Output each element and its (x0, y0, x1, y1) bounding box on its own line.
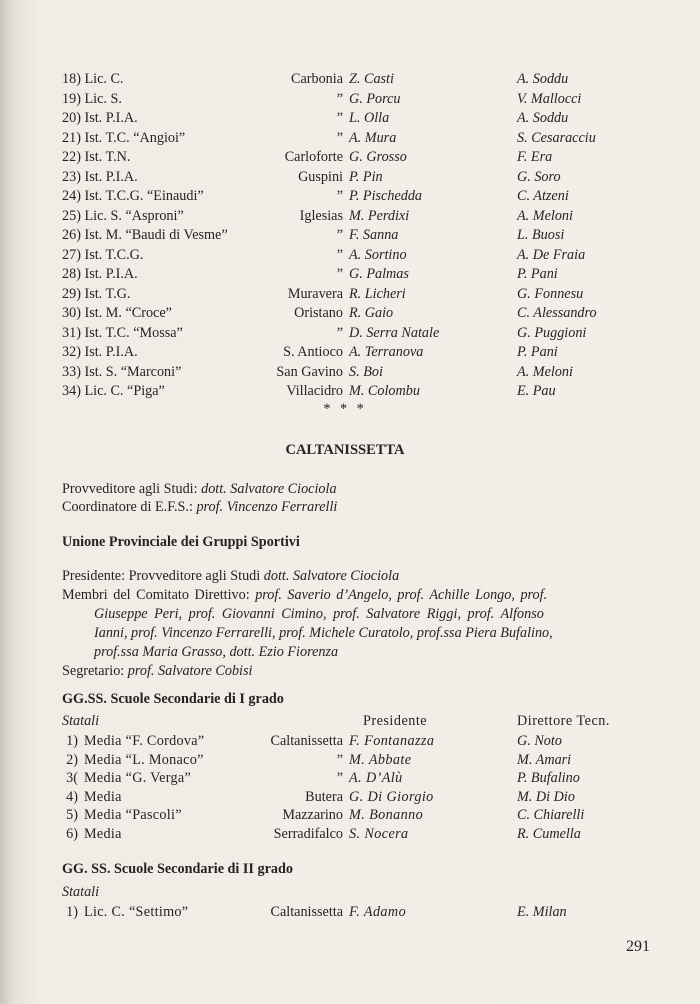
table-row (0, 825, 700, 844)
table-row (0, 207, 700, 227)
director-cell: A. Meloni (517, 363, 573, 380)
school-name: Media (84, 825, 122, 842)
row-number: 21) (62, 129, 81, 146)
membri-line: Ianni, prof. Vincenzo Ferrarelli, prof. Michele Curatolo, prof.ssa Piera Bufalino, (94, 625, 553, 641)
school-name: Lic. S. “Asproni” (84, 207, 184, 224)
president-cell: A. Sortino (349, 246, 407, 263)
city-cell: ” (336, 770, 343, 787)
city-cell: ” (336, 110, 343, 126)
school-name: Ist. T.C. “Mossa” (84, 324, 183, 341)
column-header-direttore: Direttore Tecn. (517, 713, 610, 729)
province-title: CALTANISSETTA (285, 442, 405, 458)
presidente-value: dott. Salvatore Ciociola (263, 568, 400, 584)
table-row (0, 70, 700, 90)
city-cell: San Gavino (276, 363, 343, 380)
school-cell (62, 324, 183, 344)
row-number: 22) (62, 149, 81, 165)
unione-segretario (62, 663, 252, 680)
president-cell: S. Nocera (349, 825, 409, 842)
school-name: Ist. P.I.A. (84, 266, 138, 282)
table-row (0, 285, 700, 305)
director-cell: F. Era (517, 149, 553, 165)
row-number: 27) (62, 246, 81, 263)
city-cell: Villacidro (286, 383, 343, 399)
president-cell: L. Olla (349, 110, 390, 126)
provveditore-label: Provveditore agli Studi: (62, 481, 198, 497)
membri-line: prof.ssa Maria Grasso, dott. Ezio Fiorenza (94, 644, 339, 660)
table-row (0, 324, 700, 344)
school-cell (62, 382, 165, 402)
director-cell: A. De Fraia (517, 246, 586, 263)
row-number: 6) (66, 825, 78, 842)
city-cell: ” (336, 188, 343, 204)
table-row (0, 109, 700, 129)
director-cell: G. Soro (517, 168, 561, 185)
row-number: 31) (62, 324, 81, 341)
president-cell: M. Colombu (349, 383, 420, 399)
president-cell: F. Adamo (349, 904, 407, 920)
school-name: Ist. T.C.G. “Einaudi” (84, 188, 204, 204)
row-number: 32) (62, 344, 81, 360)
row-number: 29) (62, 285, 81, 302)
table-row (0, 382, 700, 402)
row-number: 34) (62, 383, 81, 399)
city-cell: Caltanissetta (270, 733, 343, 749)
director-cell: M. Amari (517, 751, 572, 768)
director-cell: E. Milan (517, 904, 567, 920)
director-cell: C. Chiarelli (517, 807, 585, 824)
school-name: Lic. S. (84, 90, 122, 107)
president-cell: P. Pischedda (349, 188, 423, 204)
membri-line: prof. Saverio d’Angelo, prof. Achille Longo, prof. (255, 587, 548, 603)
school-name: Ist. M. “Croce” (84, 305, 172, 321)
school-name: Ist. P.I.A. (84, 344, 138, 360)
membri-label: Membri del Comitato Direttivo: (62, 587, 250, 603)
president-cell: D. Serra Natale (349, 324, 440, 341)
coordinatore-value: prof. Vincenzo Ferrarelli (196, 499, 338, 515)
membri-line: Giuseppe Peri, prof. Giovanni Cimino, prof. Salvatore Riggi, prof. Alfonso (94, 606, 544, 622)
director-cell: R. Cumella (517, 825, 581, 842)
row-number: 1) (66, 904, 78, 920)
grado1-heading: GG.SS. Scuole Secondarie di I grado (62, 691, 284, 707)
school-cell (62, 148, 130, 168)
president-cell: Z. Casti (349, 71, 394, 87)
row-number: 4) (66, 788, 78, 805)
table-row (0, 226, 700, 246)
table-row (0, 148, 700, 168)
grado1-subheading: Statali (62, 713, 100, 729)
school-list-continued (0, 70, 700, 402)
row-number: 1) (66, 733, 78, 749)
table-row (0, 90, 700, 110)
row-number: 24) (62, 188, 81, 204)
president-cell: R. Licheri (349, 285, 406, 302)
school-name: Ist. P.I.A. (84, 168, 138, 185)
grado1-table (0, 732, 700, 844)
director-cell: G. Puggioni (517, 324, 587, 341)
director-cell: G. Fonnesu (517, 285, 584, 302)
city-cell: Caltanissetta (270, 904, 343, 920)
director-cell: P. Bufalino (517, 770, 580, 787)
school-name: Ist. T.N. (84, 149, 131, 165)
school-cell (62, 226, 228, 246)
city-cell: Oristano (294, 305, 343, 321)
president-cell: F. Fontanazza (349, 733, 435, 749)
coordinatore-line (62, 499, 337, 516)
city-cell: ” (336, 324, 343, 341)
school-name: Ist. T.C. “Angioi” (84, 129, 186, 146)
school-name: Media “F. Cordova” (84, 733, 205, 749)
row-number: 23) (62, 168, 81, 185)
president-cell: G. Palmas (349, 266, 409, 282)
section-separator: * * * (323, 401, 367, 417)
row-number: 19) (62, 90, 81, 107)
grado2-subheading: Statali (62, 884, 100, 900)
presidente-label: Presidente: Provveditore agli Studi (62, 568, 261, 584)
president-cell: A. Mura (349, 129, 397, 146)
school-name: Ist. M. “Baudi di Vesme” (84, 227, 228, 243)
table-row (0, 903, 700, 922)
city-cell: ” (336, 266, 343, 282)
school-name: Ist. T.G. (84, 285, 131, 302)
president-cell: A. Terranova (349, 344, 424, 360)
table-row (0, 304, 700, 324)
city-cell: Muravera (287, 285, 343, 302)
president-cell: R. Gaio (349, 305, 394, 321)
table-row (0, 769, 700, 788)
school-cell (62, 343, 138, 363)
row-number: 2) (66, 751, 78, 768)
table-row (0, 732, 700, 751)
coordinatore-label: Coordinatore di E.F.S.: (62, 499, 193, 515)
director-cell: A. Soddu (517, 71, 569, 87)
column-header-presidente: Presidente (363, 713, 428, 729)
city-cell: ” (336, 227, 343, 243)
school-cell (62, 265, 138, 285)
grado2-heading: GG. SS. Scuole Secondarie di II grado (62, 861, 293, 877)
row-number: 25) (62, 207, 81, 224)
city-cell: ” (336, 129, 343, 146)
table-row (0, 363, 700, 383)
president-cell: M. Bonanno (349, 807, 424, 824)
director-cell: A. Meloni (517, 207, 573, 224)
school-cell (62, 109, 138, 129)
city-cell: Serradifalco (273, 825, 343, 842)
city-cell: S. Antioco (283, 344, 343, 360)
school-name: Ist. T.C.G. (84, 246, 144, 263)
school-name: Media (84, 788, 122, 805)
table-row (0, 187, 700, 207)
unione-heading: Unione Provinciale dei Gruppi Sportivi (62, 534, 300, 550)
segretario-label: Segretario: (62, 663, 125, 679)
row-number: 20) (62, 110, 81, 126)
school-name: Media “G. Verga” (84, 770, 192, 787)
school-cell (62, 168, 138, 188)
president-cell: G. Porcu (349, 90, 401, 107)
row-number: 28) (62, 266, 81, 282)
director-cell: P. Pani (517, 344, 558, 360)
school-cell (62, 304, 172, 324)
school-cell (62, 70, 123, 90)
grado2-table (0, 903, 700, 922)
unione-presidente (62, 568, 399, 585)
segretario-value: prof. Salvatore Cobisi (127, 663, 253, 679)
city-cell: Butera (305, 788, 343, 805)
row-number: 26) (62, 227, 81, 243)
row-number: 30) (62, 305, 81, 321)
school-cell (62, 90, 122, 110)
row-number: 5) (66, 807, 78, 824)
president-cell: M. Abbate (349, 751, 412, 768)
director-cell: V. Mallocci (517, 90, 582, 107)
director-cell: C. Atzeni (517, 188, 569, 204)
table-row (0, 168, 700, 188)
school-name: Ist. P.I.A. (84, 110, 138, 126)
school-cell (62, 129, 185, 149)
school-name: Lic. C. “Settimo” (84, 904, 189, 920)
school-name: Lic. C. “Piga” (84, 383, 165, 399)
provveditore-value: dott. Salvatore Ciociola (201, 481, 337, 497)
president-cell: S. Boi (349, 363, 383, 380)
city-cell: Iglesias (299, 207, 343, 224)
president-cell: G. Grosso (349, 149, 407, 165)
table-row (0, 806, 700, 825)
school-name: Media “L. Monaco” (84, 751, 204, 768)
page-number: 291 (626, 938, 650, 955)
director-cell: G. Noto (517, 733, 562, 749)
school-name: Media “Pascoli” (84, 807, 182, 824)
table-row (0, 246, 700, 266)
table-row (0, 343, 700, 363)
table-row (0, 788, 700, 807)
director-cell: M. Di Dio (517, 788, 575, 805)
school-name: Ist. S. “Marconi” (84, 363, 182, 380)
director-cell: S. Cesaracciu (517, 129, 596, 146)
table-row (0, 751, 700, 770)
city-cell: Carloforte (284, 149, 343, 165)
city-cell: ” (336, 90, 343, 107)
director-cell: L. Buosi (517, 227, 565, 243)
provveditore-line (62, 481, 337, 498)
president-cell: P. Pin (349, 168, 383, 185)
city-cell: Guspini (298, 168, 343, 185)
president-cell: G. Di Giorgio (349, 788, 434, 805)
director-cell: C. Alessandro (517, 305, 597, 321)
director-cell: P. Pani (517, 266, 558, 282)
row-number: 3( (66, 770, 78, 787)
unione-membri (62, 587, 547, 604)
row-number: 33) (62, 363, 81, 380)
city-cell: ” (336, 751, 343, 768)
table-row (0, 265, 700, 285)
table-row (0, 129, 700, 149)
school-cell (62, 285, 130, 305)
president-cell: A. D’Alù (349, 770, 403, 787)
president-cell: F. Sanna (349, 227, 399, 243)
school-cell (62, 363, 181, 383)
president-cell: M. Perdixi (349, 207, 410, 224)
school-cell (62, 187, 204, 207)
city-cell: ” (336, 246, 343, 263)
city-cell: Carbonia (290, 71, 343, 87)
school-name: Lic. C. (84, 71, 124, 87)
city-cell: Mazzarino (282, 807, 343, 824)
school-cell (62, 246, 143, 266)
row-number: 18) (62, 71, 81, 87)
director-cell: A. Soddu (517, 110, 569, 126)
school-cell (62, 207, 184, 227)
director-cell: E. Pau (517, 383, 556, 399)
